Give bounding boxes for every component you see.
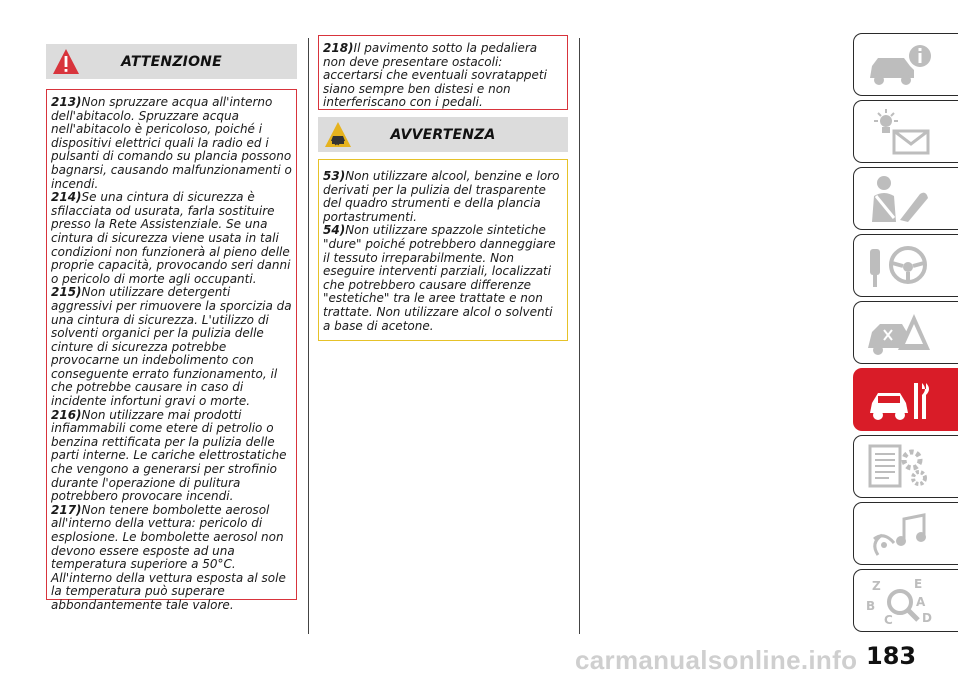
tab-multimedia[interactable] bbox=[853, 502, 958, 565]
middle-column bbox=[318, 35, 568, 341]
warning-continued-box bbox=[318, 35, 568, 110]
svg-text:E: E bbox=[914, 577, 923, 591]
warning-item: 214)Se una cintura di sicurezza è sfilacciata od usurata, farla sostituire presso la Rete Assistenziale. Se una cintura di sicurezza viene usata in tali condizioni non funzionerà al pieno delle proprie capacità, provocando seri danni o pericolo di morte agli occupanti. bbox=[51, 190, 291, 286]
warning-triangle-icon bbox=[52, 48, 80, 75]
caution-text bbox=[319, 160, 567, 338]
multimedia-icon bbox=[864, 509, 934, 559]
tab-car-info[interactable] bbox=[853, 33, 958, 96]
tab-dashboard-lights[interactable] bbox=[853, 100, 958, 163]
caution-box bbox=[318, 159, 568, 341]
column-divider-left bbox=[308, 38, 309, 634]
svg-text:D: D bbox=[922, 611, 932, 625]
technical-data-icon bbox=[864, 442, 934, 492]
tab-maintenance[interactable] bbox=[853, 368, 958, 431]
svg-text:A: A bbox=[916, 595, 926, 609]
tab-starting-driving[interactable] bbox=[853, 234, 958, 297]
dashboard-lights-icon bbox=[864, 107, 934, 157]
tab-safety[interactable] bbox=[853, 167, 958, 230]
svg-text:Z: Z bbox=[872, 579, 881, 593]
tab-emergency[interactable] bbox=[853, 301, 958, 364]
caution-section bbox=[318, 117, 568, 341]
warning-continued-text bbox=[319, 36, 567, 115]
warning-item: 215)Non utilizzare detergenti aggressivi per rimuovere la sporcizia da una cintura di sicurezza. L'utilizzo di solventi organici per la pulizia delle cinture di sicurezza potrebbe provocarne un indebolimento con conseguente errato funzionamento, il che potrebbe causare in caso di incidente infortuni gravi o morte. bbox=[51, 285, 292, 409]
tab-technical-data[interactable] bbox=[853, 435, 958, 498]
caution-car-skid-icon bbox=[324, 121, 352, 148]
index-az-icon bbox=[864, 576, 934, 626]
svg-text:C: C bbox=[884, 613, 893, 626]
warning-header bbox=[46, 44, 297, 79]
caution-title: AVVERTENZA bbox=[390, 126, 496, 143]
car-maintenance-icon bbox=[864, 375, 934, 425]
warning-box bbox=[46, 89, 297, 612]
warning-item: 217)Non tenere bombolette aerosol all'interno della vettura: pericolo di esplosione. Le bombolette aerosol non devono essere esposte ad una temperatura superiore a 50°C. All'interno della vettura esposta al sole la temperatura può superare abbondantemente tale valore. bbox=[51, 502, 286, 612]
warning-item: 213)Non spruzzare acqua all'interno dell'abitacolo. Spruzzare acqua nell'abitacolo è pericoloso, poiché i dispositivi elettrici quali la radio ed i pulsanti di comando su plancia possono bagnarsi, causando malfunzionamenti o incendi. bbox=[51, 95, 292, 191]
svg-text:B: B bbox=[866, 599, 876, 613]
warning-item: 218)Il pavimento sotto la pedaliera non deve presentare ostacoli: accertarsi che eventuali sovratappeti siano sempre ben distesi e non interferiscano con i pedali. bbox=[323, 41, 547, 110]
caution-item: 53)Non utilizzare alcool, benzine e loro derivati per la pulizia del trasparente del quadro strumenti e della plancia portastrumenti. bbox=[323, 169, 560, 224]
warning-section bbox=[46, 44, 297, 612]
warning-title: ATTENZIONE bbox=[121, 53, 222, 70]
tab-index[interactable] bbox=[853, 569, 958, 632]
key-steering-wheel-icon bbox=[864, 241, 934, 291]
caution-header bbox=[318, 117, 568, 152]
safety-seatbelt-icon bbox=[864, 174, 934, 224]
warning-text bbox=[47, 90, 296, 618]
watermark: carmanualsonline.info bbox=[575, 645, 858, 675]
caution-item: 54)Non utilizzare spazzole sintetiche "dure" poiché potrebbero danneggiare il tessuto irreparabilmente. Non eseguire interventi parziali, localizzati che potrebbero causare differenze "estetiche" tra le aree trattate e non trattate. Non utilizzare alcol o solventi a base di acetone. bbox=[323, 223, 556, 333]
warning-item: 216)Non utilizzare mai prodotti infiammabili come etere di petrolio o benzina rettificata per la pulizia delle parti interne. Le cariche elettrostatiche che vengono a generarsi per strofinio durante l'operazione di pulitura potrebbero provocare incendi. bbox=[51, 407, 287, 504]
column-divider-right bbox=[579, 38, 580, 634]
emergency-icon bbox=[864, 308, 934, 358]
page-number: 183 bbox=[866, 642, 917, 670]
car-info-icon bbox=[864, 40, 934, 90]
